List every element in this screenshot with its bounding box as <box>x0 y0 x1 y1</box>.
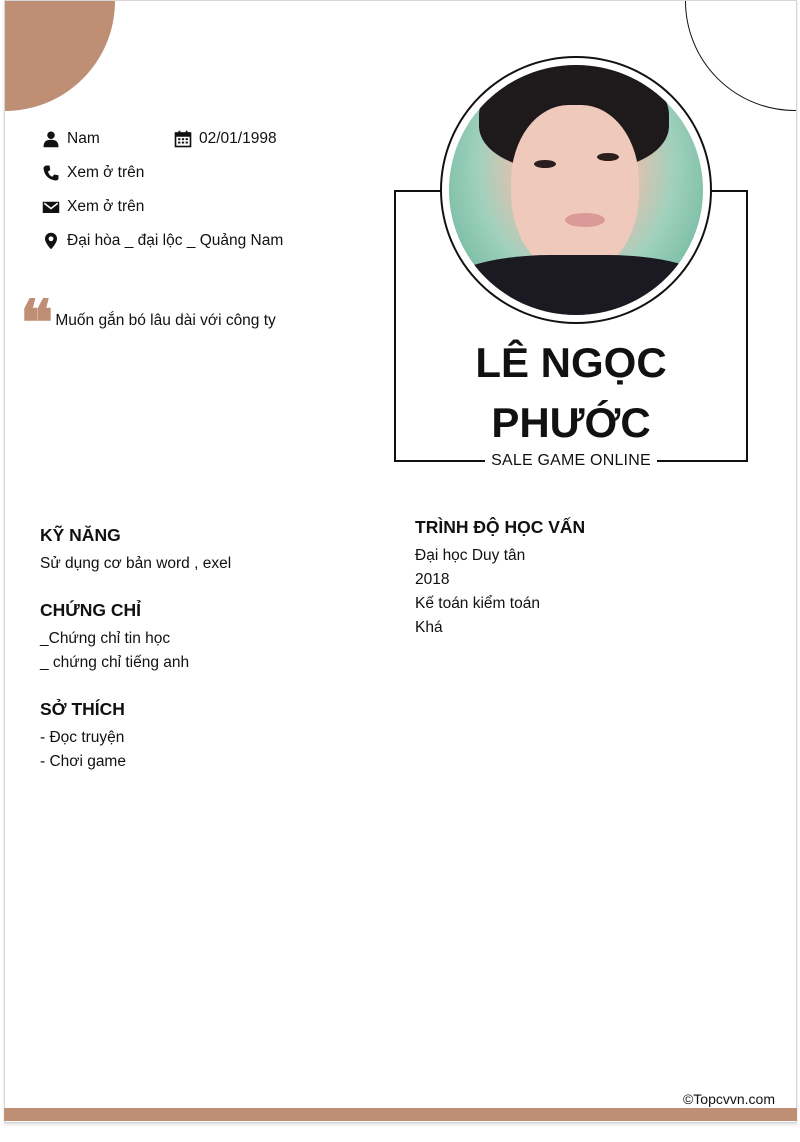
decorative-circle-top-right <box>685 0 797 111</box>
education-heading: TRÌNH ĐỘ HỌC VẤN <box>415 517 586 537</box>
education-section <box>415 517 585 640</box>
skills-section <box>40 525 231 576</box>
hobbies-section <box>40 699 126 774</box>
skills-heading: KỸ NĂNG <box>40 525 121 545</box>
envelope-icon <box>42 198 60 216</box>
candidate-name <box>396 333 746 453</box>
certificate-item: _Chứng chỉ tin học <box>40 630 171 647</box>
name-line-2: PHƯỚC <box>491 399 651 446</box>
birthday-field <box>174 130 277 148</box>
name-line-1: LÊ NGỌC <box>475 339 667 386</box>
career-objective <box>20 286 276 359</box>
certificates-heading: CHỨNG CHỈ <box>40 600 142 620</box>
education-item: Kế toán kiểm toán <box>415 595 540 612</box>
objective-text: Muốn gắn bó lâu dài với công ty <box>55 312 276 329</box>
user-icon <box>42 130 60 148</box>
address-field <box>42 232 283 250</box>
gender-field <box>42 130 100 148</box>
birthday-value: 02/01/1998 <box>199 130 277 147</box>
phone-field <box>42 164 144 182</box>
avatar-photo <box>449 65 703 315</box>
copyright-text: ©Topcvvn.com <box>682 1091 775 1107</box>
education-item: Đại học Duy tân <box>415 547 526 564</box>
phone-value: Xem ở trên <box>67 164 145 181</box>
hobby-item: - Chơi game <box>40 753 126 770</box>
education-item: 2018 <box>415 571 450 588</box>
decorative-circle-top-left <box>4 0 115 111</box>
email-field <box>42 198 144 216</box>
job-title: SALE GAME ONLINE <box>485 452 657 469</box>
skill-item: Sử dụng cơ bản word , exel <box>40 555 232 572</box>
email-value: Xem ở trên <box>67 198 145 215</box>
address-value: Đại hòa _ đại lộc _ Quảng Nam <box>67 232 284 249</box>
job-title-wrap <box>396 452 746 470</box>
map-pin-icon <box>42 232 60 250</box>
gender-value: Nam <box>67 130 100 147</box>
calendar-icon <box>174 130 192 148</box>
phone-icon <box>42 164 60 182</box>
certificates-section <box>40 600 189 675</box>
quote-icon: ❝ <box>20 286 48 359</box>
education-item: Khá <box>415 619 443 636</box>
hobby-item: - Đọc truyện <box>40 729 125 746</box>
hobbies-heading: SỞ THÍCH <box>40 699 125 719</box>
certificate-item: _ chứng chỉ tiếng anh <box>40 654 190 671</box>
